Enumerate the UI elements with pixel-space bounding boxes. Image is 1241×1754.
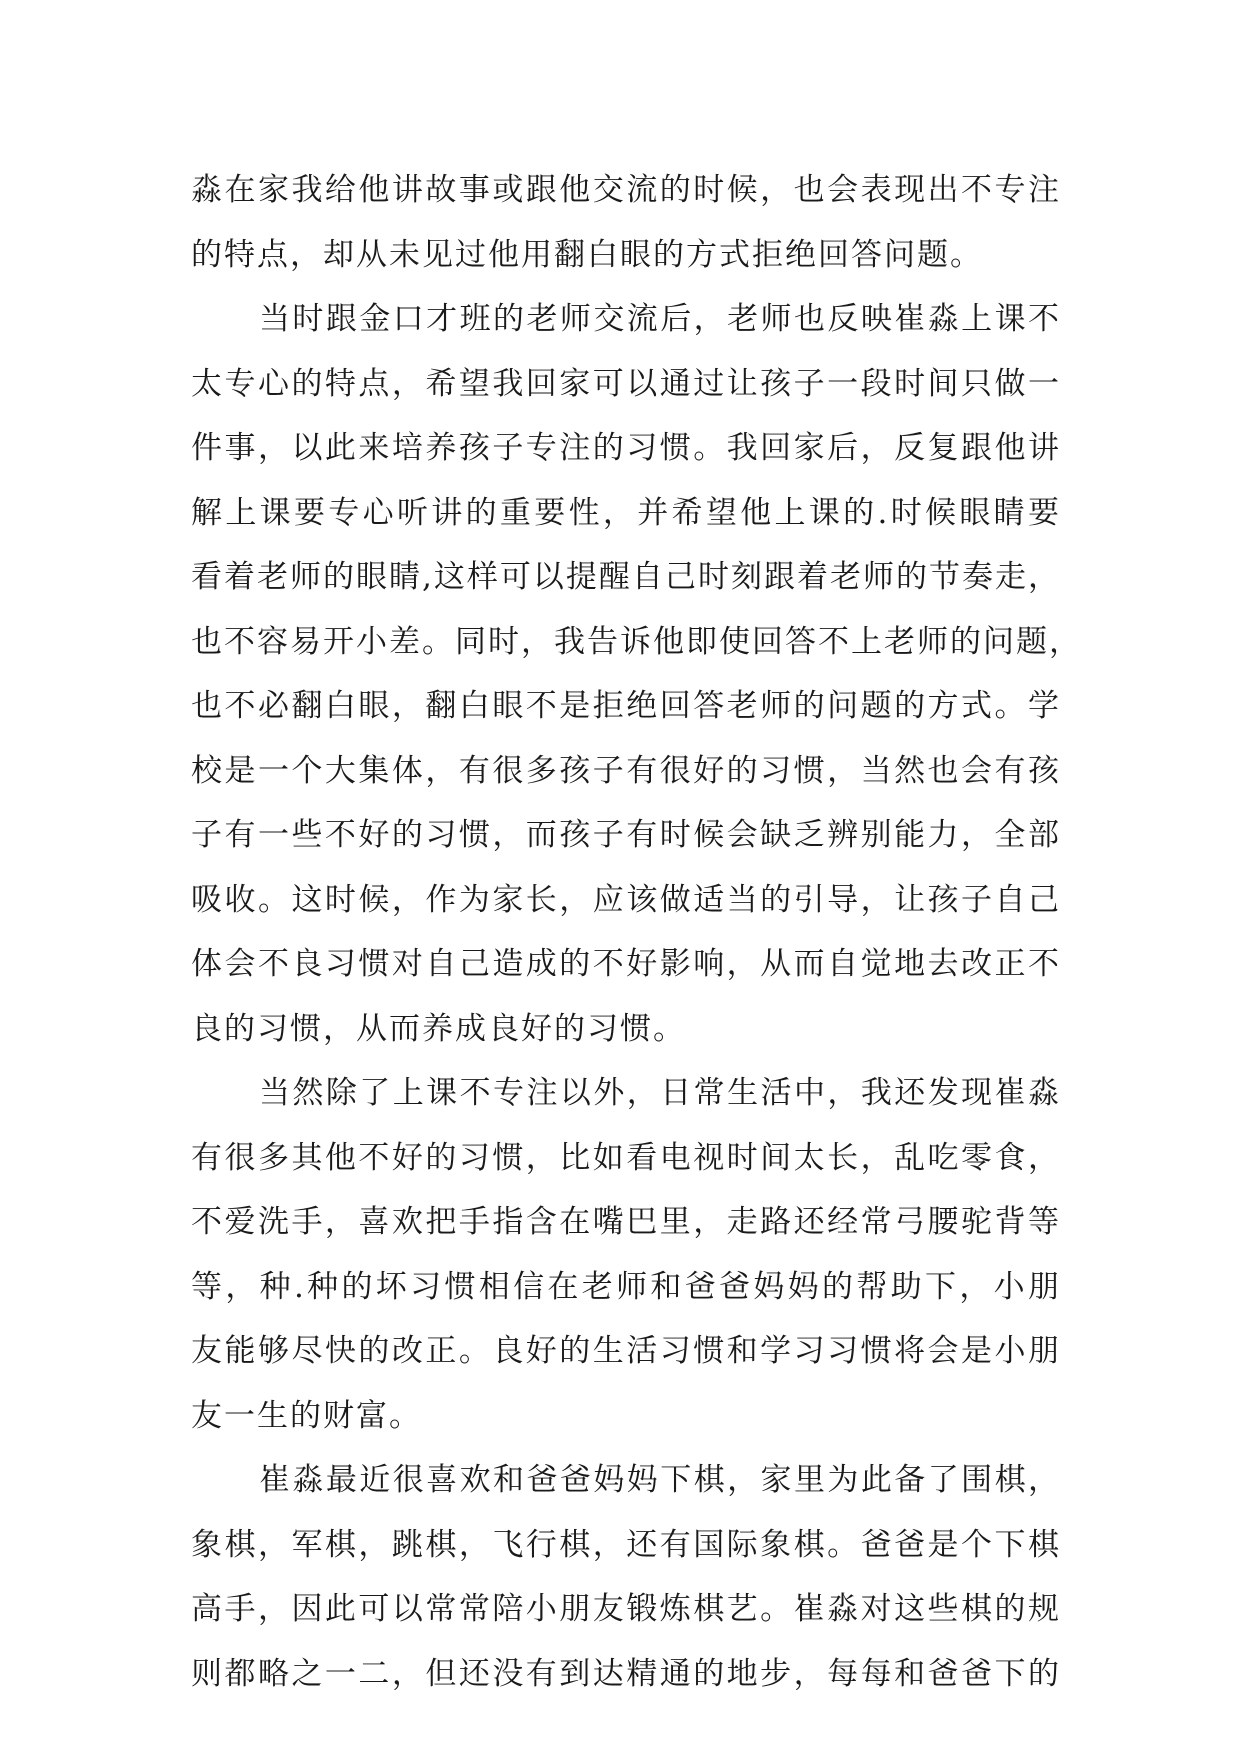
text-line: 当时跟金口才班的老师交流后，老师也反映崔淼上课不 (259, 301, 1061, 337)
text-line: 也不必翻白眼，翻白眼不是拒绝回答老师的问题的方式。学 (191, 688, 1061, 724)
text-line: 太专心的特点，希望我回家可以通过让孩子一段时间只做一 (191, 365, 1061, 402)
text-line: 有很多其他不好的习惯，比如看电视时间太长，乱吃零食， (191, 1139, 1061, 1176)
text-line: 校是一个大集体，有很多孩子有很好的习惯，当然也会有孩 (191, 752, 1061, 789)
text-line: 子有一些不好的习惯，而孩子有时候会缺乏辨别能力，全部 (191, 817, 1061, 853)
text-line: 件事，以此来培养孩子专注的习惯。我回家后，反复跟他讲 (191, 430, 1061, 466)
text-line: 友能够尽快的改正。良好的生活习惯和学习习惯将会是小朋 (191, 1333, 1061, 1369)
text-line: 等，种.种的坏习惯相信在老师和爸爸妈妈的帮助下，小朋 (191, 1268, 1061, 1305)
text-line: 的特点，却从未见过他用翻白眼的方式拒绝回答问题。 (191, 236, 983, 273)
body-text (191, 158, 1082, 1706)
text-line: 高手，因此可以常常陪小朋友锻炼棋艺。崔淼对这些棋的规 (191, 1591, 1061, 1627)
text-line: 象棋，军棋，跳棋，飞行棋，还有国际象棋。爸爸是个下棋 (191, 1526, 1061, 1563)
text-line: 看着老师的眼睛,这样可以提醒自己时刻跟着老师的节奏走， (191, 559, 1061, 595)
text-line: 体会不良习惯对自己造成的不好影响，从而自觉地去改正不 (191, 946, 1061, 982)
text-line: 则都略之一二，但还没有到达精通的地步，每每和爸爸下的 (191, 1655, 1061, 1692)
text-line: 崔淼最近很喜欢和爸爸妈妈下棋，家里为此备了围棋， (259, 1462, 1061, 1498)
text-line: 淼在家我给他讲故事或跟他交流的时候，也会表现出不专注 (191, 172, 1061, 208)
text-line: 友一生的财富。 (191, 1397, 422, 1434)
text-line: 也不容易开小差。同时，我告诉他即使回答不上老师的问题， (191, 623, 1082, 660)
text-line: 良的习惯，从而养成良好的习惯。 (191, 1010, 686, 1047)
text-line: 不爱洗手，喜欢把手指含在嘴巴里，走路还经常弓腰驼背等 (191, 1204, 1061, 1240)
text-line: 当然除了上课不专注以外，日常生活中，我还发现崔淼 (259, 1075, 1061, 1111)
text-line: 吸收。这时候，作为家长，应该做适当的引导，让孩子自己 (191, 881, 1061, 918)
text-line: 解上课要专心听讲的重要性，并希望他上课的.时候眼睛要 (191, 494, 1061, 531)
